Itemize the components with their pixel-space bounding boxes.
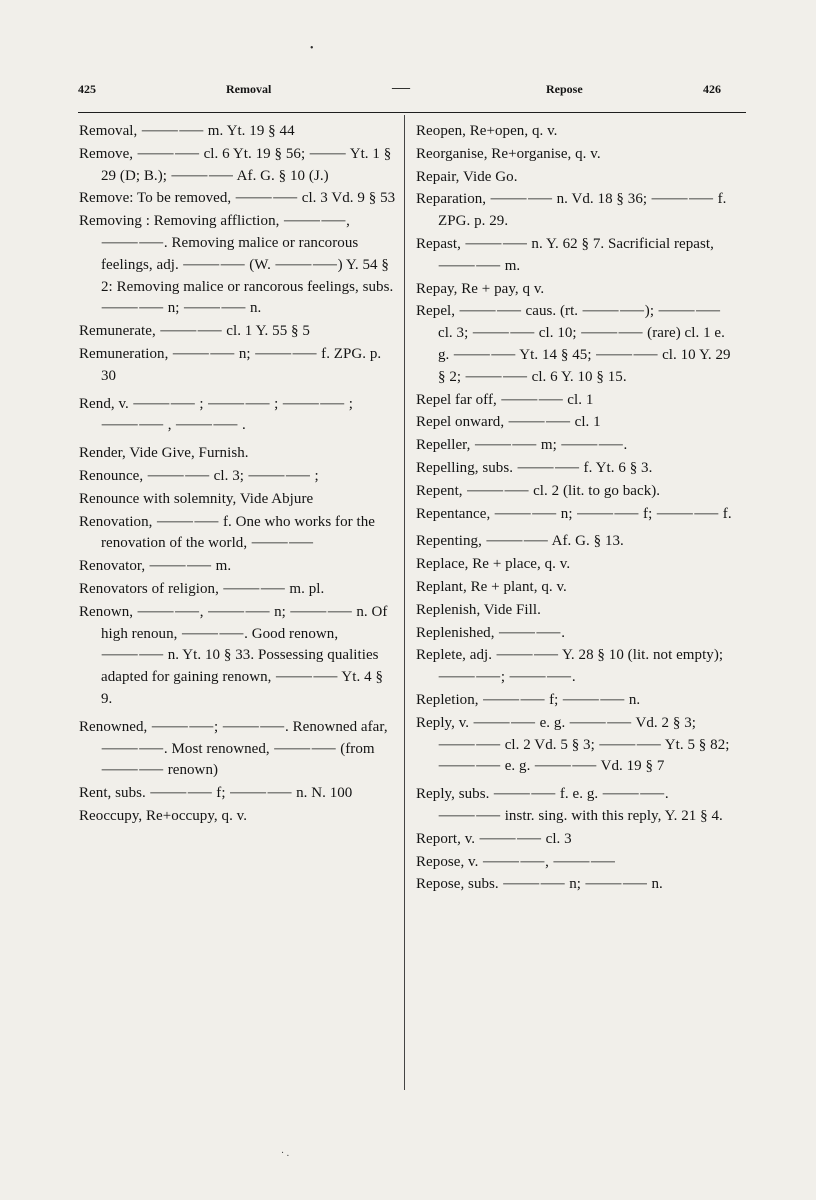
right-page-number: 426 <box>703 82 721 96</box>
entry-repent: Repent, ⸻⸺ cl. 2 (lit. to go back). <box>416 482 661 499</box>
entry-reorganise: Reorganise, Re+organise, q. v. <box>416 145 601 162</box>
entry-reoccupy: Reoccupy, Re+occupy, q. v. <box>79 807 248 824</box>
entry-reparation: Reparation, ⸻⸺ n. Vd. 18 § 36; ⸻⸺ f. ZPG. p. 29. <box>416 191 727 230</box>
left-column <box>79 121 397 829</box>
entry-removal: Removal, ⸻⸺ m. Yt. 19 § 44 <box>79 123 295 139</box>
entry-reopen: Reopen, Re+open, q. v. <box>416 123 558 139</box>
entry-replete: Replete, adj. ⸻⸺ Y. 28 § 10 (lit. not empty); ⸻⸺; ⸻⸺. <box>416 647 724 686</box>
entry-renowned: Renowned, ⸻⸺; ⸻⸺. Renowned afar, ⸻⸺. Most renowned, ⸻⸺ (from ⸻⸺ renown) <box>79 718 388 779</box>
entry-renovators-of-religion: Renovators of religion, ⸻⸺ m. pl. <box>79 580 325 597</box>
entry-render: Render, Vide Give, Furnish. <box>79 445 249 462</box>
entry-report: Report, v. ⸻⸺ cl. 3 <box>416 830 572 847</box>
left-page-number: 425 <box>78 82 96 96</box>
entry-repose-noun: Repose, subs. ⸻⸺ n; ⸻⸺ n. <box>416 876 663 893</box>
entry-repel: Repel, ⸻⸺ caus. (rt. ⸻⸺); ⸻⸺ cl. 3; ⸻⸺ cl. 10; ⸻⸺ (rare) cl. 1 e. g. ⸻⸺ Yt. 14 § 45; ⸻⸺ cl. 10 Y. 29 § 2; ⸻⸺ cl. 6 Y. 10 § 15. <box>416 303 731 385</box>
entry-repel-onward: Repel onward, ⸻⸺ cl. 1 <box>416 414 601 431</box>
page-header <box>78 77 746 104</box>
entry-repelling: Repelling, subs. ⸻⸺ f. Yt. 6 § 3. <box>416 459 653 476</box>
entry-replenished: Replenished, ⸻⸺. <box>416 624 566 641</box>
entry-repletion: Repletion, ⸻⸺ f; ⸻⸺ n. <box>416 691 641 708</box>
entry-repenting: Repenting, ⸻⸺ Af. G. § 13. <box>416 533 624 550</box>
entry-remuneration: Remuneration, ⸻⸺ n; ⸻⸺ f. ZPG. p. 30 <box>79 345 382 384</box>
entry-replenish: Replenish, Vide Fill. <box>416 601 541 618</box>
entry-remunerate: Remunerate, ⸻⸺ cl. 1 Y. 55 § 5 <box>79 323 310 340</box>
header-center-dash: — <box>392 77 410 97</box>
entry-replace: Replace, Re + place, q. v. <box>416 556 571 573</box>
entry-reply-verb: Reply, v. ⸻⸺ e. g. ⸻⸺ Vd. 2 § 3; ⸻⸺ cl. 2 Vd. 5 § 3; ⸻⸺ Yt. 5 § 82; ⸻⸺ e. g. ⸻⸺ Vd. 19 § 7 <box>416 714 730 775</box>
entry-renovator: Renovator, ⸻⸺ m. <box>79 558 232 575</box>
entry-repeller: Repeller, ⸻⸺ m; ⸻⸺. <box>416 437 628 454</box>
entry-remove-to-be-removed: Remove: To be removed, ⸻⸺ cl. 3 Vd. 9 § 53 <box>79 190 396 207</box>
footer-ink-mark: · . <box>280 1148 290 1159</box>
header-rule <box>78 112 746 113</box>
entry-replant: Replant, Re + plant, q. v. <box>416 578 567 595</box>
entry-renovation: Renovation, ⸻⸺ f. One who works for the renovation of the world, ⸻⸺ <box>79 513 375 552</box>
entry-renounce: Renounce, ⸻⸺ cl. 3; ⸻⸺ ; <box>79 467 319 484</box>
entry-reply-noun: Reply, subs. ⸻⸺ f. e. g. ⸻⸺. ⸻⸺ instr. sing. with this reply, Y. 21 § 4. <box>416 786 723 824</box>
entry-repentance: Repentance, ⸻⸺ n; ⸻⸺ f; ⸻⸺ f. <box>416 505 732 522</box>
right-running-head: Repose <box>546 82 583 96</box>
left-running-head: Removal <box>226 82 272 96</box>
entry-removing: Removing : Removing affliction, ⸻⸺, ⸻⸺. Removing malice or rancorous feelings, adj. ⸻⸺ (W. ⸻⸺) Y. 54 § 2: Removing malice or rancorous feelings, subs. ⸻⸺ n; ⸻⸺ n. <box>79 213 394 317</box>
entry-repair: Repair, Vide Go. <box>416 168 518 185</box>
entry-remove: Remove, ⸻⸺ cl. 6 Yt. 19 § 56; ⸻ Yt. 1 § 29 (D; B.); ⸻⸺ Af. G. § 10 (J.) <box>79 145 392 184</box>
entry-repose-verb: Repose, v. ⸻⸺, ⸻⸺ <box>416 853 616 870</box>
entry-renown: Renown, ⸻⸺, ⸻⸺ n; ⸻⸺ n. Of high renoun, ⸻⸺. Good renown, ⸻⸺ n. Yt. 10 § 33. Possessing qualities adapted for gaining renown, ⸻⸺ Yt. 4 § 9. <box>79 603 388 707</box>
entry-repel-far-off: Repel far off, ⸻⸺ cl. 1 <box>416 391 594 408</box>
entry-rent: Rent, subs. ⸻⸺ f; ⸻⸺ n. N. 100 <box>79 785 353 802</box>
right-column <box>416 121 734 897</box>
entry-repay: Repay, Re + pay, q v. <box>416 280 545 297</box>
entry-repast: Repast, ⸻⸺ n. Y. 62 § 7. Sacrificial repast, ⸻⸺ m. <box>416 235 714 274</box>
entry-renounce-with-solemnity: Renounce with solemnity, Vide Abjure <box>79 490 314 507</box>
top-ink-mark: • <box>310 43 314 54</box>
entry-rend: Rend, v. ⸻⸺ ; ⸻⸺ ; ⸻⸺ ; ⸻⸺ , ⸻⸺ . <box>79 395 354 434</box>
column-divider <box>404 115 405 1090</box>
